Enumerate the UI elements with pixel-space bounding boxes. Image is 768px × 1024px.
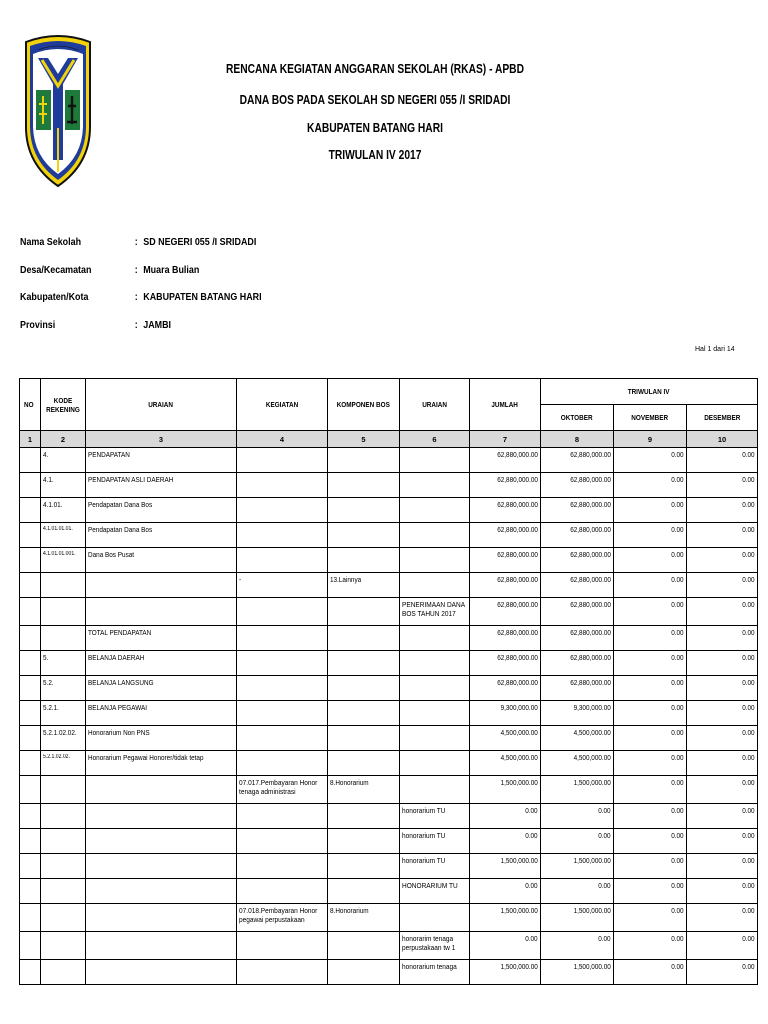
col-number: 8 (541, 431, 614, 448)
cell-uraian-detail (400, 751, 470, 776)
cell-desember: 0.00 (687, 523, 758, 548)
cell-kode-rekening (41, 854, 86, 879)
cell-uraian (86, 829, 237, 854)
info-separator: : (134, 319, 138, 331)
cell-jumlah: 62,880,000.00 (470, 573, 541, 598)
cell-november: 0.00 (614, 523, 687, 548)
cell-november: 0.00 (614, 854, 687, 879)
cell-kegiatan (237, 651, 328, 676)
cell-desember: 0.00 (687, 960, 758, 985)
col-header-uraian2: URAIAN (400, 379, 470, 431)
cell-jumlah: 62,880,000.00 (470, 626, 541, 651)
cell-jumlah: 9,300,000.00 (470, 701, 541, 726)
cell-uraian-detail: honorarium TU (400, 829, 470, 854)
col-number: 4 (237, 431, 328, 448)
cell-uraian: BELANJA DAERAH (86, 651, 237, 676)
cell-no (20, 548, 41, 573)
cell-komponen-bos (328, 498, 400, 523)
info-row-regency (20, 291, 262, 303)
cell-uraian: Honorarium Non PNS (86, 726, 237, 751)
cell-november: 0.00 (614, 651, 687, 676)
cell-oktober: 62,880,000.00 (541, 523, 614, 548)
cell-kode-rekening (41, 879, 86, 904)
cell-oktober: 9,300,000.00 (541, 701, 614, 726)
cell-uraian: BELANJA PEGAWAI (86, 701, 237, 726)
cell-uraian (86, 598, 237, 626)
budget-table (19, 378, 758, 985)
cell-uraian-detail (400, 626, 470, 651)
table-row (20, 498, 758, 523)
cell-komponen-bos (328, 932, 400, 960)
cell-jumlah: 1,500,000.00 (470, 960, 541, 985)
cell-kegiatan (237, 854, 328, 879)
report-title-line4: TRIWULAN IV 2017 (328, 148, 422, 162)
cell-november: 0.00 (614, 904, 687, 932)
cell-kegiatan (237, 829, 328, 854)
cell-oktober: 62,880,000.00 (541, 676, 614, 701)
cell-november: 0.00 (614, 548, 687, 573)
cell-uraian: PENDAPATAN ASLI DAERAH (86, 473, 237, 498)
cell-kegiatan: 07.017.Pembayaran Honor tenaga administrasi (237, 776, 328, 804)
cell-desember: 0.00 (687, 498, 758, 523)
col-header-triwulan: TRIWULAN IV (541, 379, 758, 405)
cell-uraian-detail (400, 523, 470, 548)
cell-november: 0.00 (614, 701, 687, 726)
cell-oktober: 62,880,000.00 (541, 498, 614, 523)
col-number: 10 (687, 431, 758, 448)
cell-jumlah: 0.00 (470, 932, 541, 960)
cell-oktober: 1,500,000.00 (541, 776, 614, 804)
report-title-line1: RENCANA KEGIATAN ANGGARAN SEKOLAH (RKAS) - APBD (225, 62, 524, 76)
cell-desember: 0.00 (687, 879, 758, 904)
info-row-district (20, 264, 199, 276)
report-title-line3: KABUPATEN BATANG HARI (307, 121, 443, 135)
cell-uraian-detail: honorarium TU (400, 854, 470, 879)
cell-kode-rekening: 4. (41, 448, 86, 473)
table-row (20, 523, 758, 548)
cell-uraian (86, 932, 237, 960)
cell-komponen-bos: 8.Honorarium (328, 776, 400, 804)
table-row (20, 960, 758, 985)
cell-uraian-detail (400, 473, 470, 498)
cell-no (20, 804, 41, 829)
cell-kode-rekening (41, 804, 86, 829)
cell-oktober: 62,880,000.00 (541, 473, 614, 498)
col-number: 2 (41, 431, 86, 448)
cell-oktober: 62,880,000.00 (541, 448, 614, 473)
cell-kode-rekening: 4.1. (41, 473, 86, 498)
table-row (20, 879, 758, 904)
cell-kegiatan (237, 751, 328, 776)
cell-no (20, 448, 41, 473)
cell-no (20, 879, 41, 904)
table-row (20, 804, 758, 829)
cell-no (20, 676, 41, 701)
cell-desember: 0.00 (687, 932, 758, 960)
cell-komponen-bos (328, 854, 400, 879)
cell-kode-rekening: 4.1.01.01.01. (41, 523, 86, 548)
info-label: Kabupaten/Kota (20, 291, 89, 303)
cell-no (20, 751, 41, 776)
report-title-line2: DANA BOS PADA SEKOLAH SD NEGERI 055 /I SRIDADI (239, 93, 511, 107)
cell-desember: 0.00 (687, 701, 758, 726)
cell-kegiatan (237, 676, 328, 701)
cell-november: 0.00 (614, 473, 687, 498)
cell-kode-rekening: 5. (41, 651, 86, 676)
cell-komponen-bos (328, 960, 400, 985)
cell-no (20, 960, 41, 985)
table-row (20, 651, 758, 676)
cell-november: 0.00 (614, 804, 687, 829)
cell-jumlah: 1,500,000.00 (470, 854, 541, 879)
col-header-jumlah: JUMLAH (470, 379, 541, 431)
col-header-november: NOVEMBER (614, 405, 687, 431)
table-row (20, 598, 758, 626)
cell-jumlah: 1,500,000.00 (470, 904, 541, 932)
cell-no (20, 651, 41, 676)
cell-komponen-bos (328, 651, 400, 676)
cell-kegiatan (237, 626, 328, 651)
info-separator: : (134, 236, 138, 248)
cell-no (20, 498, 41, 523)
cell-uraian-detail: honorarium tenaga (400, 960, 470, 985)
cell-kode-rekening: 4.1.01. (41, 498, 86, 523)
cell-oktober: 0.00 (541, 804, 614, 829)
cell-desember: 0.00 (687, 626, 758, 651)
cell-jumlah: 0.00 (470, 829, 541, 854)
cell-kode-rekening (41, 598, 86, 626)
cell-no (20, 573, 41, 598)
cell-jumlah: 62,880,000.00 (470, 676, 541, 701)
cell-uraian (86, 879, 237, 904)
cell-komponen-bos (328, 751, 400, 776)
cell-desember: 0.00 (687, 676, 758, 701)
cell-kegiatan (237, 498, 328, 523)
cell-november: 0.00 (614, 573, 687, 598)
cell-jumlah: 62,880,000.00 (470, 498, 541, 523)
cell-jumlah: 1,500,000.00 (470, 776, 541, 804)
cell-oktober: 4,500,000.00 (541, 751, 614, 776)
cell-november: 0.00 (614, 829, 687, 854)
info-label: Provinsi (20, 319, 56, 331)
cell-uraian (86, 960, 237, 985)
cell-uraian-detail (400, 701, 470, 726)
cell-uraian: Honorarium Pegawai Honorer/tidak tetap (86, 751, 237, 776)
cell-no (20, 829, 41, 854)
info-label: Nama Sekolah (20, 236, 82, 248)
info-value: KABUPATEN BATANG HARI (143, 291, 262, 303)
cell-kode-rekening (41, 776, 86, 804)
table-row (20, 473, 758, 498)
cell-uraian: Pendapatan Dana Bos (86, 523, 237, 548)
cell-oktober: 62,880,000.00 (541, 626, 614, 651)
col-header-komponen: KOMPONEN BOS (328, 379, 400, 431)
cell-uraian-detail (400, 676, 470, 701)
col-number: 1 (20, 431, 41, 448)
info-separator: : (134, 264, 138, 276)
cell-komponen-bos (328, 473, 400, 498)
cell-kode-rekening (41, 829, 86, 854)
cell-komponen-bos (328, 701, 400, 726)
cell-desember: 0.00 (687, 751, 758, 776)
cell-no (20, 776, 41, 804)
cell-oktober: 1,500,000.00 (541, 960, 614, 985)
col-header-no: NO (20, 379, 41, 431)
table-row (20, 751, 758, 776)
cell-kegiatan (237, 701, 328, 726)
cell-desember: 0.00 (687, 448, 758, 473)
col-header-uraian: URAIAN (86, 379, 237, 431)
cell-uraian: Pendapatan Dana Bos (86, 498, 237, 523)
cell-no (20, 523, 41, 548)
cell-november: 0.00 (614, 498, 687, 523)
batang-hari-logo (18, 32, 98, 188)
cell-uraian-detail (400, 651, 470, 676)
cell-uraian: BELANJA LANGSUNG (86, 676, 237, 701)
table-row (20, 932, 758, 960)
cell-kegiatan (237, 879, 328, 904)
cell-kegiatan (237, 473, 328, 498)
cell-komponen-bos (328, 804, 400, 829)
cell-jumlah: 4,500,000.00 (470, 726, 541, 751)
cell-kegiatan: - (237, 573, 328, 598)
page-indicator: Hal 1 dari 14 (695, 346, 735, 353)
col-header-kegiatan: KEGIATAN (237, 379, 328, 431)
cell-november: 0.00 (614, 932, 687, 960)
cell-november: 0.00 (614, 879, 687, 904)
cell-jumlah: 62,880,000.00 (470, 448, 541, 473)
column-number-row (20, 431, 758, 448)
cell-kode-rekening: 5.2.1. (41, 701, 86, 726)
cell-no (20, 904, 41, 932)
table-row (20, 676, 758, 701)
cell-uraian (86, 904, 237, 932)
cell-komponen-bos (328, 523, 400, 548)
info-separator: : (134, 291, 138, 303)
info-value: Muara Bulian (143, 264, 200, 276)
cell-jumlah: 0.00 (470, 879, 541, 904)
col-header-oktober: OKTOBER (541, 405, 614, 431)
col-number: 5 (328, 431, 400, 448)
cell-kode-rekening: 4.1.01.01.001. (41, 548, 86, 573)
cell-no (20, 626, 41, 651)
col-number: 6 (400, 431, 470, 448)
table-row (20, 776, 758, 804)
cell-kode-rekening (41, 960, 86, 985)
table-row (20, 829, 758, 854)
cell-uraian-detail: PENERIMAAN DANA BOS TAHUN 2017 (400, 598, 470, 626)
cell-desember: 0.00 (687, 726, 758, 751)
cell-oktober: 1,500,000.00 (541, 904, 614, 932)
table-row (20, 701, 758, 726)
cell-uraian-detail (400, 448, 470, 473)
cell-november: 0.00 (614, 960, 687, 985)
cell-november: 0.00 (614, 448, 687, 473)
info-value: SD NEGERI 055 /I SRIDADI (143, 236, 257, 248)
cell-no (20, 473, 41, 498)
col-number: 7 (470, 431, 541, 448)
cell-kegiatan (237, 523, 328, 548)
cell-uraian: Dana Bos Pusat (86, 548, 237, 573)
budget-table-body (20, 448, 758, 985)
cell-desember: 0.00 (687, 776, 758, 804)
cell-no (20, 854, 41, 879)
cell-kegiatan: 07.018.Pembayaran Honor pegawai perpustakaan (237, 904, 328, 932)
cell-komponen-bos: 13.Lainnya (328, 573, 400, 598)
table-row (20, 854, 758, 879)
cell-no (20, 726, 41, 751)
cell-jumlah: 62,880,000.00 (470, 598, 541, 626)
cell-uraian-detail (400, 904, 470, 932)
cell-kode-rekening: 5.2.1.02.02. (41, 751, 86, 776)
cell-uraian-detail (400, 726, 470, 751)
cell-no (20, 701, 41, 726)
cell-kegiatan (237, 960, 328, 985)
info-row-school (20, 236, 256, 248)
col-header-desember: DESEMBER (687, 405, 758, 431)
cell-desember: 0.00 (687, 573, 758, 598)
cell-desember: 0.00 (687, 829, 758, 854)
cell-kegiatan (237, 548, 328, 573)
col-number: 9 (614, 431, 687, 448)
cell-uraian (86, 776, 237, 804)
info-label: Desa/Kecamatan (20, 264, 92, 276)
cell-kegiatan (237, 448, 328, 473)
cell-kode-rekening (41, 573, 86, 598)
cell-kegiatan (237, 598, 328, 626)
cell-komponen-bos (328, 598, 400, 626)
cell-uraian (86, 573, 237, 598)
cell-november: 0.00 (614, 626, 687, 651)
cell-oktober: 62,880,000.00 (541, 651, 614, 676)
cell-kegiatan (237, 932, 328, 960)
cell-komponen-bos (328, 626, 400, 651)
info-row-province (20, 319, 171, 331)
cell-uraian-detail (400, 498, 470, 523)
cell-komponen-bos: 8.Honorarium (328, 904, 400, 932)
cell-kode-rekening (41, 626, 86, 651)
cell-uraian-detail: HONORARIUM TU (400, 879, 470, 904)
cell-uraian-detail (400, 573, 470, 598)
cell-november: 0.00 (614, 776, 687, 804)
cell-jumlah: 62,880,000.00 (470, 523, 541, 548)
cell-november: 0.00 (614, 751, 687, 776)
table-row (20, 904, 758, 932)
table-row (20, 573, 758, 598)
cell-november: 0.00 (614, 598, 687, 626)
cell-oktober: 0.00 (541, 879, 614, 904)
cell-kegiatan (237, 804, 328, 829)
cell-komponen-bos (328, 726, 400, 751)
cell-komponen-bos (328, 829, 400, 854)
cell-kode-rekening: 5.2. (41, 676, 86, 701)
cell-no (20, 932, 41, 960)
cell-uraian: TOTAL PENDAPATAN (86, 626, 237, 651)
cell-november: 0.00 (614, 726, 687, 751)
cell-oktober: 62,880,000.00 (541, 548, 614, 573)
cell-uraian (86, 804, 237, 829)
col-number: 3 (86, 431, 237, 448)
cell-kegiatan (237, 726, 328, 751)
cell-uraian-detail (400, 776, 470, 804)
cell-no (20, 598, 41, 626)
cell-uraian: PENDAPATAN (86, 448, 237, 473)
cell-jumlah: 62,880,000.00 (470, 651, 541, 676)
cell-desember: 0.00 (687, 804, 758, 829)
cell-desember: 0.00 (687, 473, 758, 498)
cell-komponen-bos (328, 448, 400, 473)
cell-oktober: 1,500,000.00 (541, 854, 614, 879)
cell-desember: 0.00 (687, 651, 758, 676)
cell-uraian-detail: honorarium TU (400, 804, 470, 829)
info-value: JAMBI (143, 319, 172, 331)
table-row (20, 548, 758, 573)
cell-uraian-detail: honorarim tenaga perpustakaan tw 1 (400, 932, 470, 960)
cell-oktober: 0.00 (541, 829, 614, 854)
col-header-kode: KODE REKENING (41, 379, 86, 431)
cell-desember: 0.00 (687, 904, 758, 932)
cell-oktober: 62,880,000.00 (541, 598, 614, 626)
cell-kode-rekening (41, 904, 86, 932)
cell-desember: 0.00 (687, 854, 758, 879)
cell-desember: 0.00 (687, 548, 758, 573)
table-row (20, 726, 758, 751)
cell-uraian (86, 854, 237, 879)
table-row (20, 448, 758, 473)
cell-uraian-detail (400, 548, 470, 573)
cell-komponen-bos (328, 879, 400, 904)
cell-november: 0.00 (614, 676, 687, 701)
cell-jumlah: 62,880,000.00 (470, 473, 541, 498)
cell-oktober: 62,880,000.00 (541, 573, 614, 598)
cell-kode-rekening: 5.2.1.02.02. (41, 726, 86, 751)
cell-kode-rekening (41, 932, 86, 960)
table-row (20, 626, 758, 651)
cell-komponen-bos (328, 676, 400, 701)
cell-jumlah: 0.00 (470, 804, 541, 829)
cell-oktober: 4,500,000.00 (541, 726, 614, 751)
cell-komponen-bos (328, 548, 400, 573)
cell-oktober: 0.00 (541, 932, 614, 960)
cell-jumlah: 62,880,000.00 (470, 548, 541, 573)
cell-jumlah: 4,500,000.00 (470, 751, 541, 776)
cell-desember: 0.00 (687, 598, 758, 626)
